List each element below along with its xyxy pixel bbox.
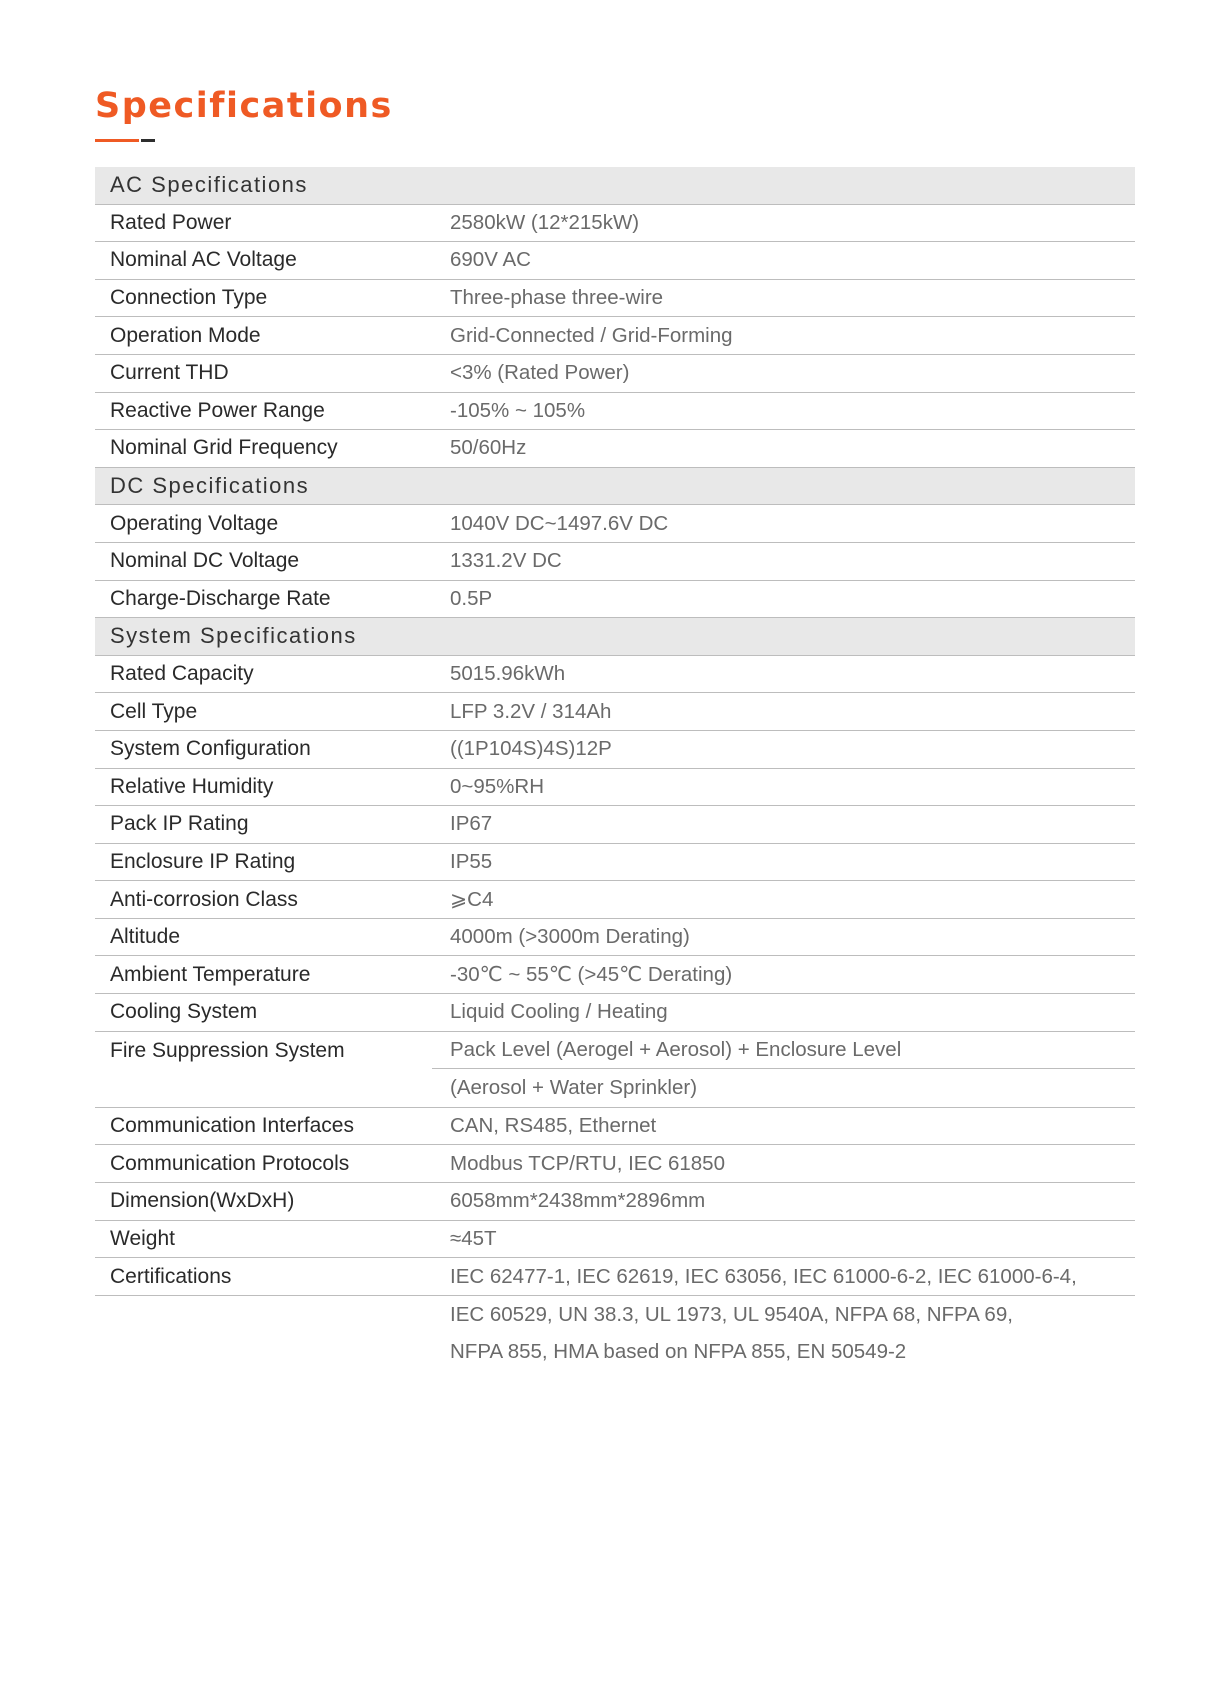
spec-label: Nominal AC Voltage <box>110 248 297 272</box>
spec-label: Ambient Temperature <box>110 962 311 986</box>
spec-value: IP55 <box>450 849 493 873</box>
spec-row-operation-mode <box>95 317 1135 355</box>
spec-label: Certifications <box>110 1264 232 1288</box>
spec-row-system-configuration <box>95 731 1135 769</box>
spec-row-cell-type <box>95 693 1135 731</box>
spec-value-line <box>432 1032 1135 1070</box>
spec-label: Reactive Power Range <box>110 398 325 422</box>
spec-value: 2580kW (12*215kW) <box>450 210 640 234</box>
accent-bar-orange <box>95 139 139 142</box>
spec-value: (Aerosol + Water Sprinkler) <box>450 1076 698 1100</box>
spec-row-nominal-grid-frequency <box>95 430 1135 468</box>
spec-label: Charge-Discharge Rate <box>110 586 331 610</box>
spec-row-rated-capacity <box>95 656 1135 694</box>
spec-label: Cooling System <box>110 1000 258 1024</box>
spec-value: Three-phase three-wire <box>450 286 664 310</box>
spec-value: 0.5P <box>450 586 493 610</box>
spec-label: Nominal DC Voltage <box>110 549 300 573</box>
spec-label: Communication Protocols <box>110 1151 350 1175</box>
spec-value: IEC 62477-1, IEC 62619, IEC 63056, IEC 61000-6-2, IEC 61000-6-4, <box>450 1264 1077 1288</box>
spec-value: 50/60Hz <box>450 436 527 460</box>
spec-value: 1040V DC~1497.6V DC <box>450 511 669 535</box>
spec-value: Modbus TCP/RTU, IEC 61850 <box>450 1151 725 1175</box>
spec-label: Cell Type <box>110 699 198 723</box>
spec-row-current-thd <box>95 355 1135 393</box>
spec-value: ⩾C4 <box>450 888 494 912</box>
section-header-dc <box>95 468 1135 506</box>
spec-label: Rated Power <box>110 210 232 234</box>
spec-label: Nominal Grid Frequency <box>110 436 338 460</box>
spec-value: LFP 3.2V / 314Ah <box>450 699 612 723</box>
spec-label: Communication Interfaces <box>110 1114 354 1138</box>
spec-row-communication-protocols <box>95 1145 1135 1183</box>
section-title: DC Specifications <box>110 473 310 499</box>
spec-row-altitude <box>95 919 1135 957</box>
spec-value: 6058mm*2438mm*2896mm <box>450 1189 706 1213</box>
spec-value: <3% (Rated Power) <box>450 361 630 385</box>
spec-row-nominal-ac-voltage <box>95 242 1135 280</box>
spec-row-cooling-system <box>95 994 1135 1032</box>
spec-row-charge-discharge-rate <box>95 581 1135 619</box>
section-title: AC Specifications <box>110 172 308 198</box>
spec-value-line <box>432 1069 1135 1107</box>
spec-row-certifications <box>95 1258 1135 1371</box>
spec-label: Operating Voltage <box>110 511 279 535</box>
spec-row-nominal-dc-voltage <box>95 543 1135 581</box>
page-title: Specifications <box>95 86 393 126</box>
spec-row-ambient-temperature <box>95 956 1135 994</box>
spec-row-pack-ip-rating <box>95 806 1135 844</box>
spec-row-rated-power <box>95 205 1135 243</box>
section-header-system <box>95 618 1135 656</box>
spec-row-reactive-power-range <box>95 393 1135 431</box>
spec-row-weight <box>95 1221 1135 1259</box>
spec-value: 1331.2V DC <box>450 549 562 573</box>
accent-bar-dark <box>141 139 155 142</box>
spec-value: Liquid Cooling / Heating <box>450 1000 668 1024</box>
spec-value: IP67 <box>450 812 493 836</box>
spec-label: Enclosure IP Rating <box>110 849 296 873</box>
spec-label: Operation Mode <box>110 323 261 347</box>
spec-row-fire-suppression-system <box>95 1032 1135 1108</box>
spec-label: Connection Type <box>110 286 268 310</box>
spec-value: ((1P104S)4S)12P <box>450 737 612 761</box>
spec-value: -105% ~ 105% <box>450 398 586 422</box>
title-underline-accent <box>95 139 155 142</box>
spec-value: Grid-Connected / Grid-Forming <box>450 323 733 347</box>
spec-value: 690V AC <box>450 248 531 272</box>
spec-value-lines <box>450 1032 1135 1107</box>
spec-label: System Configuration <box>110 737 311 761</box>
spec-row-relative-humidity <box>95 769 1135 807</box>
spec-value: ≈45T <box>450 1226 497 1250</box>
spec-row-certifications-first-line <box>95 1258 1135 1296</box>
spec-label: Pack IP Rating <box>110 812 249 836</box>
spec-label: Current THD <box>110 361 229 385</box>
spec-row-dimension <box>95 1183 1135 1221</box>
spec-label: Relative Humidity <box>110 774 274 798</box>
spec-row-operating-voltage <box>95 505 1135 543</box>
spec-label: Fire Suppression System <box>110 1038 345 1062</box>
spec-row-connection-type <box>95 280 1135 318</box>
spec-label: Weight <box>110 1226 175 1250</box>
spec-label: Altitude <box>110 925 181 949</box>
spec-value: IEC 60529, UN 38.3, UL 1973, UL 9540A, NFPA 68, NFPA 69, <box>450 1302 1013 1326</box>
spec-row-anti-corrosion-class <box>95 881 1135 919</box>
spec-value-continuation <box>95 1296 1135 1371</box>
specifications-table <box>95 167 1135 1371</box>
spec-label: Dimension(WxDxH) <box>110 1189 295 1213</box>
spec-row-enclosure-ip-rating <box>95 844 1135 882</box>
spec-value: -30℃ ~ 55℃ (>45℃ Derating) <box>450 963 733 987</box>
spec-value: 4000m (>3000m Derating) <box>450 925 690 949</box>
section-title: System Specifications <box>110 623 357 649</box>
spec-value: 5015.96kWh <box>450 662 566 686</box>
spec-value: 0~95%RH <box>450 774 545 798</box>
spec-row-communication-interfaces <box>95 1108 1135 1146</box>
spec-value: NFPA 855, HMA based on NFPA 855, EN 50549-2 <box>450 1340 907 1364</box>
spec-value: Pack Level (Aerogel + Aerosol) + Enclosure Level <box>450 1037 902 1061</box>
spec-value: CAN, RS485, Ethernet <box>450 1114 657 1138</box>
spec-label: Rated Capacity <box>110 662 254 686</box>
spec-label: Anti-corrosion Class <box>110 887 298 911</box>
section-header-ac <box>95 167 1135 205</box>
